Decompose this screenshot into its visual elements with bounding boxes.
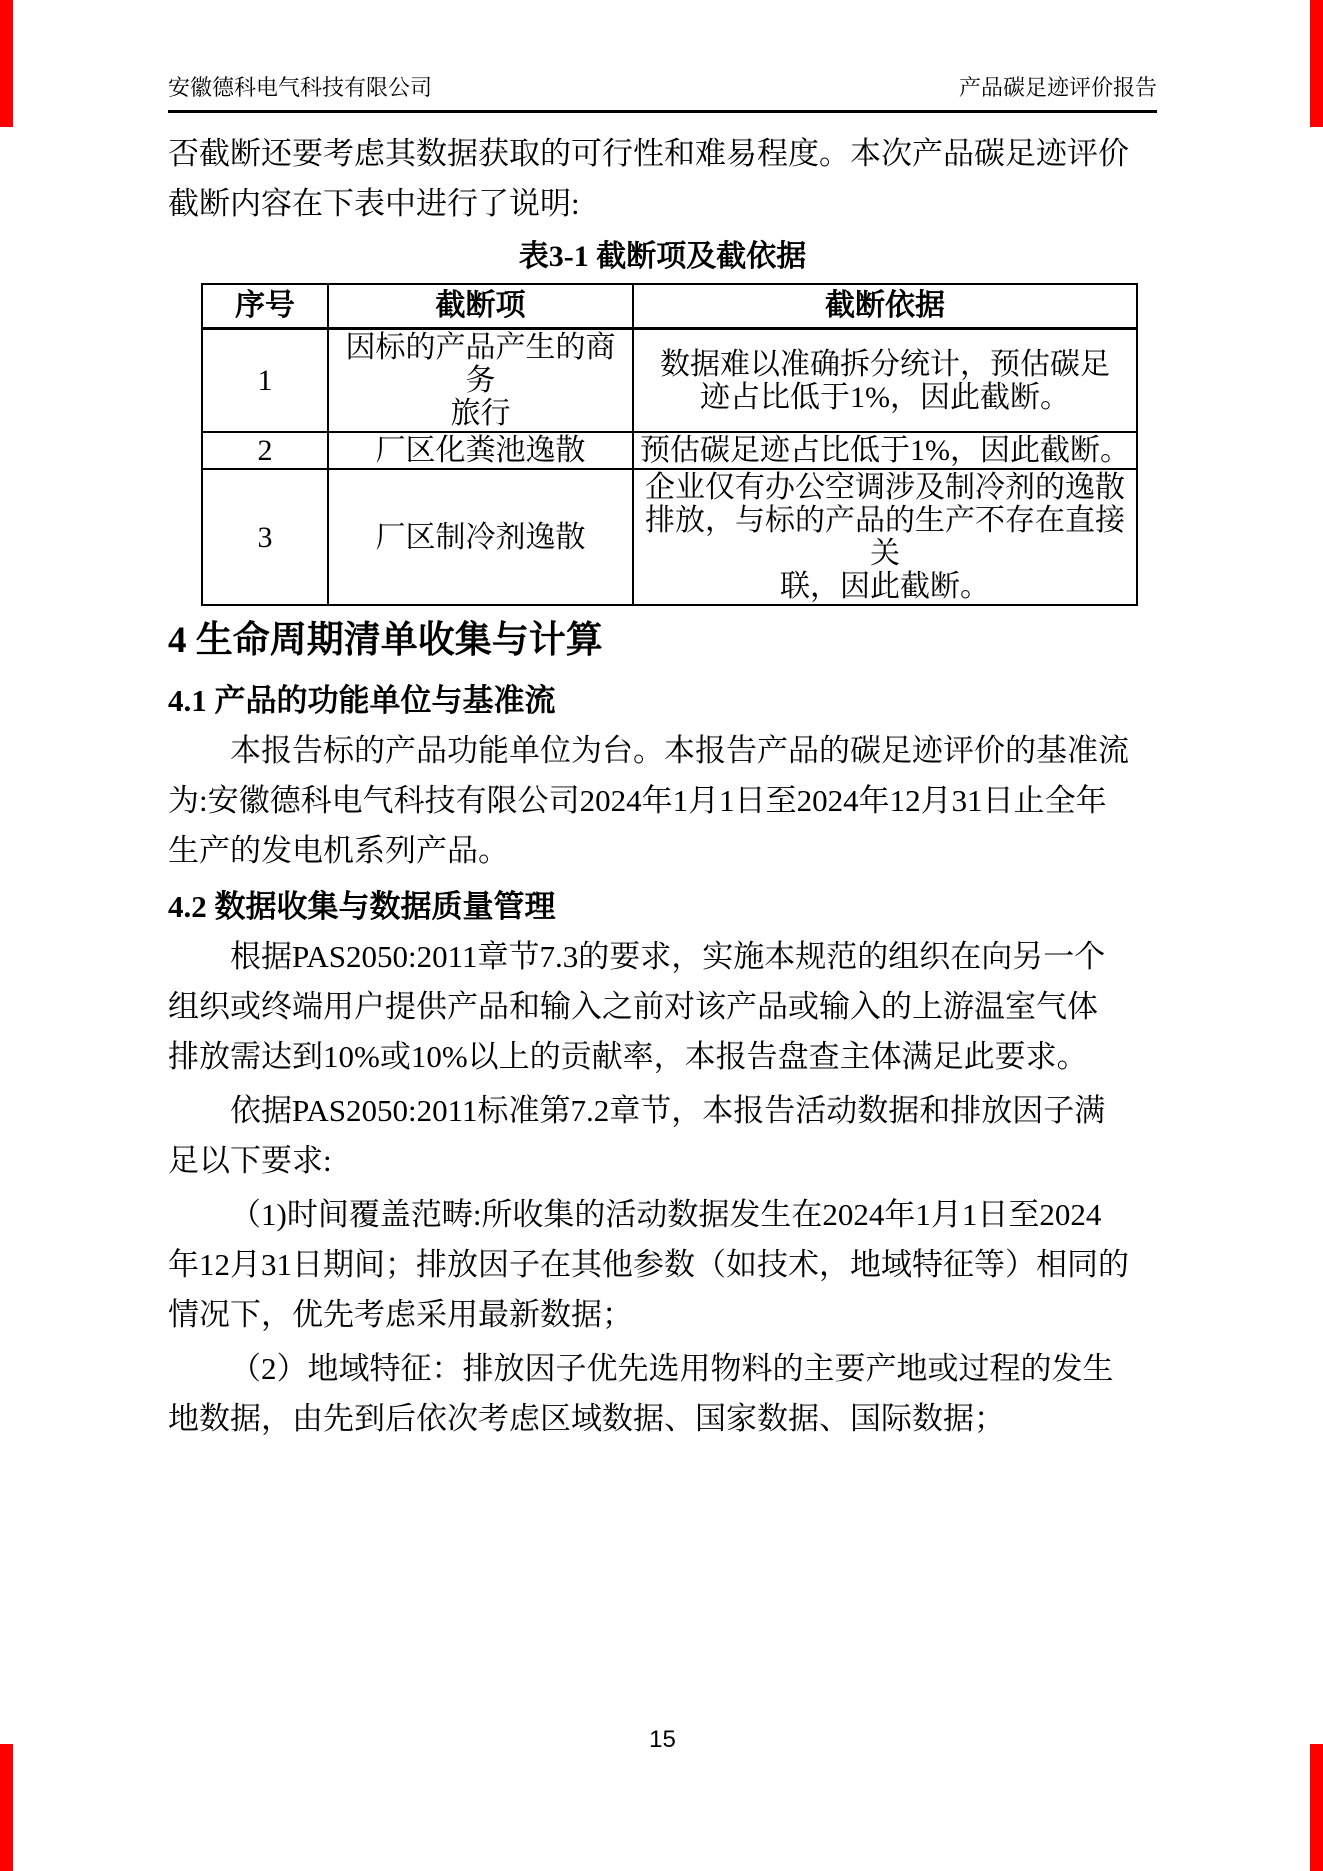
cell-line: 因标的产品产生的商务 — [345, 331, 616, 397]
header-company-name: 安徽德科电气科技有限公司 — [168, 75, 433, 100]
page-number: 15 — [649, 1726, 676, 1753]
col-header-item: 截断项 — [328, 284, 633, 329]
paragraph-line: （1)时间覆盖范畴:所收集的活动数据发生在2024年1月1日至2024 — [230, 1197, 1102, 1232]
intro-line: 否截断还要考虑其数据获取的可行性和难易程度。本次产品碳足迹评价 — [168, 136, 1129, 171]
cell-basis — [633, 329, 1137, 433]
cell-line: 排放，与标的产品的生产不存在直接关 — [645, 504, 1125, 570]
table-header-row — [202, 284, 1137, 329]
table-title: 表3-1 截断项及截依据 — [518, 240, 807, 273]
paragraph-line: 情况下，优先考虑采用最新数据； — [168, 1297, 633, 1332]
paragraph-4-2-b — [168, 1086, 1157, 1186]
table-row — [202, 469, 1137, 605]
paragraph-4-2-c — [168, 1190, 1157, 1340]
cell-no: 2 — [202, 432, 328, 469]
cell-item — [328, 329, 633, 433]
header-report-title: 产品碳足迹评价报告 — [958, 75, 1157, 100]
page-edge-marker-top-right — [1310, 0, 1323, 127]
cutoff-table — [201, 283, 1138, 606]
cell-line: 数据难以准确拆分统计，预估碳足 — [660, 347, 1110, 381]
paragraph-line: 根据PAS2050:2011章节7.3的要求，实施本规范的组织在向另一个 — [230, 939, 1106, 974]
col-header-basis: 截断依据 — [633, 284, 1137, 329]
cell-item: 厂区制冷剂逸散 — [328, 469, 633, 605]
col-header-no: 序号 — [202, 284, 328, 329]
cell-basis — [633, 469, 1137, 605]
cell-basis: 预估碳足迹占比低于1%，因此截断。 — [633, 432, 1137, 469]
table-row — [202, 329, 1137, 433]
paragraph-line: 排放需达到10%或10%以上的贡献率，本报告盘查主体满足此要求。 — [168, 1039, 1088, 1074]
paragraph-line: 组织或终端用户提供产品和输入之前对该产品或输入的上游温室气体 — [168, 989, 1098, 1024]
section-heading-4-1: 4.1 产品的功能单位与基准流 — [168, 683, 556, 718]
page-edge-marker-bottom-right — [1310, 1744, 1323, 1871]
page-edge-marker-top-left — [0, 0, 13, 127]
intro-line: 截断内容在下表中进行了说明: — [168, 186, 580, 221]
page-edge-marker-bottom-left — [0, 1744, 13, 1871]
page-content — [168, 0, 1157, 1444]
paragraph-line: 为:安徽德科电气科技有限公司2024年1月1日至2024年12月31日止全年 — [168, 783, 1107, 818]
paragraph-line: 本报告标的产品功能单位为台。本报告产品的碳足迹评价的基准流 — [230, 733, 1129, 768]
cell-line: 联，因此截断。 — [780, 570, 990, 603]
paragraph-line: 年12月31日期间；排放因子在其他参数（如技术，地域特征等）相同的 — [168, 1247, 1129, 1282]
paragraph-4-1 — [168, 726, 1157, 876]
cell-item: 厂区化粪池逸散 — [328, 432, 633, 469]
cell-no: 3 — [202, 469, 328, 605]
paragraph-line: 生产的发电机系列产品。 — [168, 833, 509, 868]
table-row — [202, 432, 1137, 469]
paragraph-line: 地数据，由先到后依次考虑区域数据、国家数据、国际数据； — [168, 1401, 1005, 1436]
paragraph-4-2-a — [168, 932, 1157, 1082]
section-heading-4: 4 生命周期清单收集与计算 — [168, 620, 603, 661]
page-header — [168, 74, 1157, 113]
cell-line: 迹占比低于1%，因此截断。 — [700, 380, 1070, 414]
cell-line: 企业仅有办公空调涉及制冷剂的逸散 — [645, 471, 1125, 504]
section-heading-4-2: 4.2 数据收集与数据质量管理 — [168, 889, 556, 924]
paragraph-4-2-d — [168, 1344, 1157, 1444]
paragraph-line: 依据PAS2050:2011标准第7.2章节，本报告活动数据和排放因子满 — [230, 1093, 1106, 1128]
paragraph-line: （2）地域特征：排放因子优先选用物料的主要产地或过程的发生 — [230, 1351, 1114, 1386]
cell-no: 1 — [202, 329, 328, 433]
cell-line: 旅行 — [450, 397, 511, 430]
paragraph-line: 足以下要求: — [168, 1143, 332, 1178]
intro-paragraph — [168, 129, 1157, 229]
